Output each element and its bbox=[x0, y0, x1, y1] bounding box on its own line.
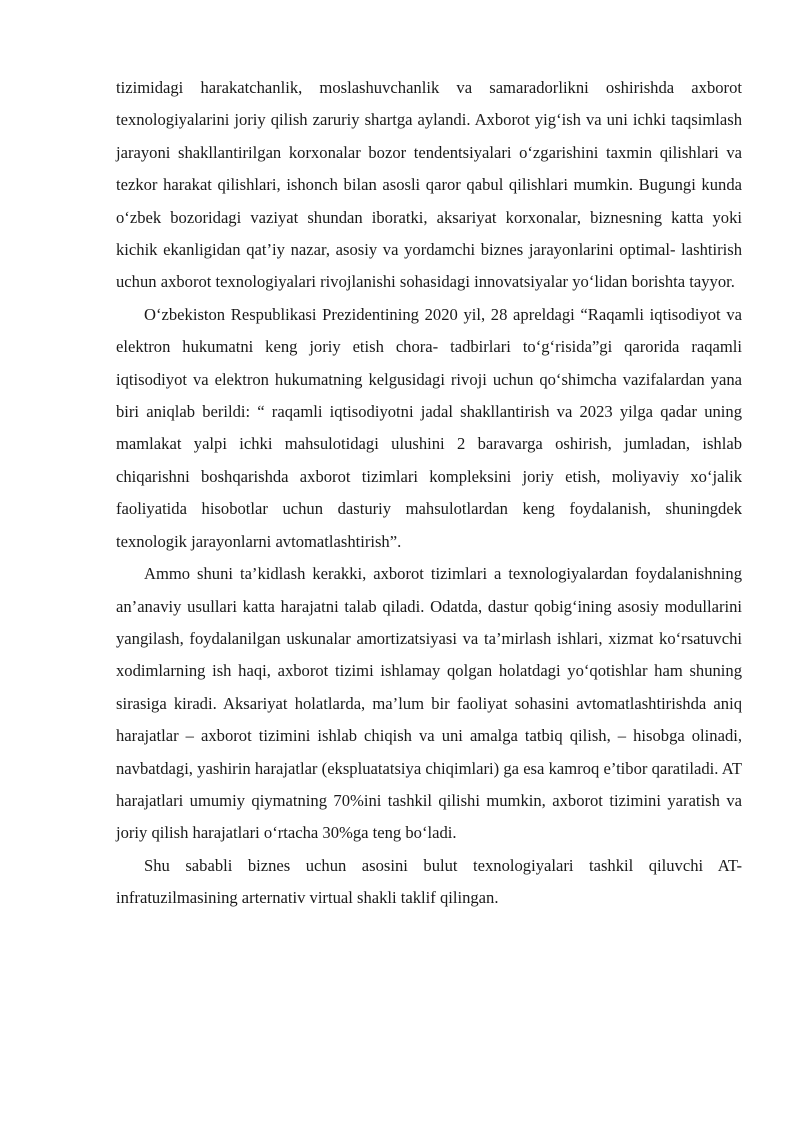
paragraph-continuation: tizimidagi harakatchanlik, moslashuvchanlik va samaradorlikni oshirishda axborot texnologiyalarini joriy qilish zaruriy shartga aylandi. Axborot yig‘ish va uni ichki taqsimlash jarayoni shakllantirilgan korxonalar bozor tendentsiyalari o‘zgarishini taxmin qilishlari va tezkor harakat qilishlari, ishonch bilan asosli qaror qabul qilishlari mumkin. Bugungi kunda o‘zbek bozoridagi vaziyat shundan iboratki, aksariyat korxonalar, biznesning katta yoki kichik ekanligidan qat’iy nazar, asosiy va yordamchi biznes jarayonlarini optimal- lashtirish uchun axborot texnologiyalari rivojlanishi sohasidagi innovatsiyalar yo‘lidan borishta tayyor. bbox=[116, 78, 742, 292]
body-text bbox=[116, 72, 742, 915]
paragraph-cloud-proposal: Shu sababli biznes uchun asosini bulut texnologiyalari tashkil qiluvchi AT-infratuzilmasining arternativ virtual shakli taklif qilingan. bbox=[116, 855, 742, 908]
paragraph-presidential-decree: O‘zbekiston Respublikasi Prezidentining 2020 yil, 28 apreldagi “Raqamli iqtisodiyot va elektron hukumatni keng joriy etish chora- tadbirlari to‘g‘risida”gi qarorida raqamli iqtisodiyot va elektron hukumatning kelgusidagi rivoji uchun qo‘shimcha vazifalardan yana biri aniqlab berildi: “ raqamli iqtisodiyotni jadal shakllantirish va 2023 yilga qadar uning mamlakat yalpi ichki mahsulotidagi ulushini 2 baravarga oshirish, jumladan, ishlab chiqarishni boshqarishda axborot tizimlari kompleksini joriy etish, moliyaviy xo‘jalik faoliyatida hisobotlar uchun dasturiy mahsulotlardan keng foydalanish, shuningdek texnologik jarayonlarni avtomatlashtirish”. bbox=[116, 304, 742, 551]
paragraph-costs: Ammo shuni ta’kidlash kerakki, axborot tizimlari a texnologiyalardan foydalanishning an’anaviy usullari katta harajatni talab qiladi. Odatda, dastur qobig‘ining asosiy modullarini yangilash, foydalanilgan uskunalar amortizatsiyasi va ta’mirlash ishlari, xizmat ko‘rsatuvchi xodimlarning ish haqi, axborot tizimi ishlamay qolgan holatdagi yo‘qotishlar ham shuning sirasiga kiradi. Aksariyat holatlarda, ma’lum bir faoliyat sohasini avtomatlashtirishda aniq harajatlar – axborot tizimini ishlab chiqish va uni amalga tatbiq qilish, – hisobga olinadi, navbatdagi, yashirin harajatlar (ekspluatatsiya chiqimlari) ga esa kamroq e’tibor qaratiladi. AT harajatlari umumiy qiymatning 70%ini tashkil qilishi mumkin, axborot tizimini yaratish va joriy qilish harajatlari o‘rtacha 30%ga teng bo‘ladi. bbox=[116, 564, 742, 843]
